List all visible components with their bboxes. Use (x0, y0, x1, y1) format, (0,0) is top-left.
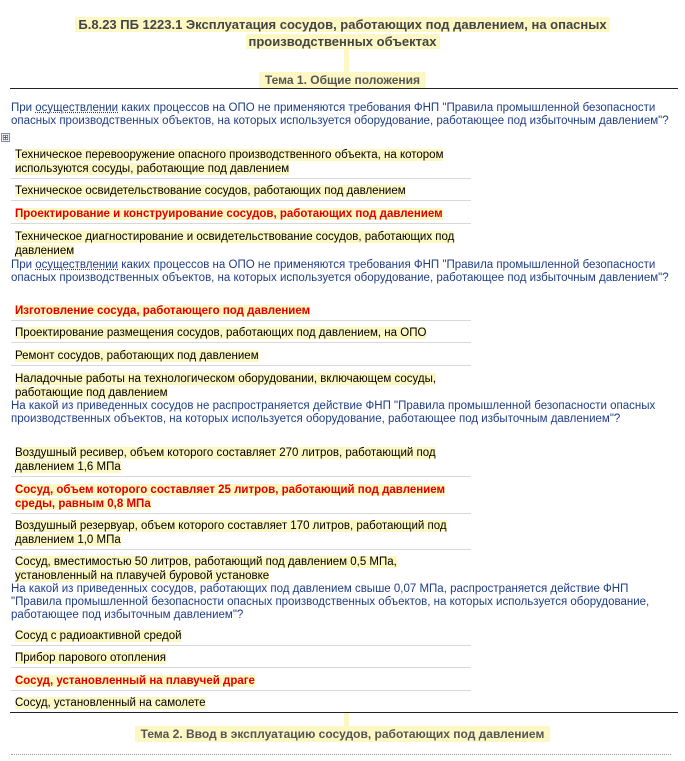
answer-option: Сосуд, вместимостью 50 литров, работающий под давлением 0,5 МПа, установленный на плавучей буровой установке (15, 556, 397, 582)
title-line-1: Б.8.23 ПБ 1223.1 Эксплуатация сосудов, работающих под давлением, на опасных (75, 17, 609, 32)
table-move-handle-icon[interactable]: ⊞ (2, 133, 9, 142)
question-3: На какой из приведенных сосудов не распространяется действие ФНП "Правила промышленной безопасности опасных производственных объектов, на которых используется оборудование, работающее под избыточным давлением"? (11, 400, 656, 425)
answer-option-correct: Сосуд, объем которого составляет 25 литров, работающий под давлением среды, равным 0,8 МПа (11, 481, 471, 514)
answer-option: Прибор парового отопления (11, 649, 471, 668)
answer-option: Техническое освидетельствование сосудов, работающих под давлением (11, 182, 471, 201)
answer-option: Техническое диагностирование и освидетельствование сосудов, работающих под давлением (15, 231, 455, 257)
question-1: При осуществлении каких процессов на ОПО не применяются требования ФНП "Правила промышленной безопасности опасных производственных объектов, на которых используется оборудование, работающее под избыточным давлением"? (11, 102, 669, 127)
answer-option: Наладочные работы на технологическом оборудовании, включающем сосуды, работающие под давлением (15, 373, 437, 399)
document-title (0, 16, 685, 50)
title-line-2: производственных объектах (246, 34, 440, 49)
question-2: При осуществлении каких процессов на ОПО не применяются требования ФНП "Правила промышленной безопасности опасных производственных объектов, на которых используется оборудование, работающее под избыточным давлением"? (11, 259, 669, 284)
answer-option-correct: Сосуд, установленный на плавучей драге (11, 672, 471, 691)
divider (10, 712, 678, 713)
answer-option: Воздушный резервуар, объем которого составляет 170 литров, работающий под давлением 1,0 МПа (11, 517, 471, 550)
divider (10, 88, 678, 89)
answer-option: Воздушный ресивер, объем которого составляет 270 литров, работающий под давлением 1,6 МПа (11, 444, 471, 477)
topic-heading-1: Тема 1. Общие положения (0, 73, 685, 87)
answer-option: Сосуд с радиоактивной средой (11, 627, 471, 646)
answer-option: Проектирование размещения сосудов, работающих под давлением, на ОПО (11, 324, 471, 343)
answer-option-correct: Проектирование и конструирование сосудов, работающих под давлением (11, 205, 471, 224)
answer-option-correct: Изготовление сосуда, работающего под давлением (11, 302, 471, 321)
question-4: На какой из приведенных сосудов, работающих под давлением свыше 0,07 МПа, распространяется действие ФНП "Правила промышленной безопасности опасных производственных объектов, на которых используется оборудование, работающее под избыточным давлением"? (11, 583, 650, 621)
topic-heading-2: Тема 2. Ввод в эксплуатацию сосудов, работающих под давлением (0, 727, 685, 741)
answer-option: Техническое перевооружение опасного производственного объекта, на котором используются сосуды, работающие под давлением (11, 146, 471, 179)
answer-option: Сосуд, установленный на самолете (15, 697, 206, 709)
answer-option: Ремонт сосудов, работающих под давлением (11, 347, 471, 366)
